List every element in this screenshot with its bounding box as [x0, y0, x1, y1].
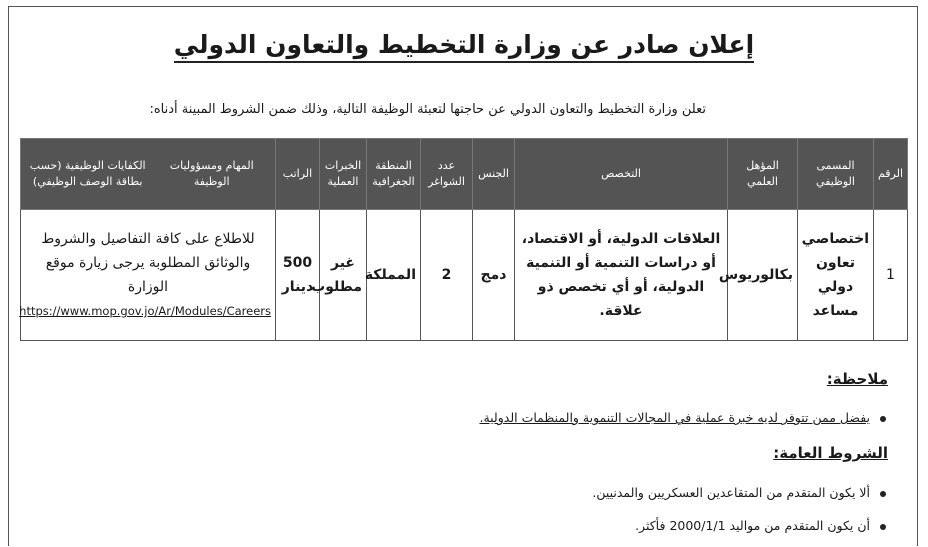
- cell-experience: غير مطلوب: [320, 210, 367, 341]
- condition-item-text: ألا يكون المتقدم من المتقاعدين العسكريين والمدنيين.: [592, 485, 870, 500]
- condition-item: [592, 485, 886, 500]
- condition-item: [635, 518, 886, 533]
- header-duties: المهام ومسؤوليات الوظيفة: [169, 159, 254, 188]
- note-item-text: يفضل ممن تتوفر لديه خبرة عملية في المجالات التنموية والمنظمات الدولية.: [479, 410, 870, 425]
- jobs-table: [20, 138, 908, 341]
- cell-duties: [21, 210, 276, 341]
- note-heading: ملاحظة:: [826, 370, 888, 388]
- table-header-row: [21, 139, 908, 210]
- table-row: [21, 210, 908, 341]
- cell-number: 1: [874, 210, 908, 341]
- note-item: [479, 410, 886, 425]
- duties-text: للاطلاع على كافة التفاصيل والشروط والوثائق المطلوبة يرجى زيارة موقع الوزارة: [41, 231, 255, 295]
- general-conditions-heading: الشروط العامة:: [773, 444, 888, 462]
- bullet-icon: [880, 491, 886, 497]
- cell-vacancies: 2: [421, 210, 473, 341]
- header-qualification: المؤهل العلمي: [728, 139, 798, 210]
- header-experience: الخبرات العملية: [320, 139, 367, 210]
- bullet-icon: [880, 524, 886, 530]
- header-competencies: الكفايات الوظيفية (حسب بطاقة الوصف الوظيفي): [29, 159, 146, 188]
- cell-region: المملكة: [367, 210, 421, 341]
- header-number: الرقم: [874, 139, 908, 210]
- intro-paragraph: تعلن وزارة التخطيط والتعاون الدولي عن حاجتها لتعبئة الوظيفة التالية، وذلك ضمن الشروط المبينة أدناه:: [149, 102, 706, 117]
- header-job-title: المسمى الوظيفي: [798, 139, 874, 210]
- cell-gender: دمج: [473, 210, 515, 341]
- condition-item-text: أن يكون المتقدم من مواليد 2000/1/1 فأكثر.: [635, 518, 870, 533]
- header-region: المنطقة الجغرافية: [367, 139, 421, 210]
- announcement-title: [0, 30, 928, 59]
- header-salary: الراتب: [276, 139, 320, 210]
- header-duties-competencies: [21, 139, 276, 210]
- bullet-icon: [880, 416, 886, 422]
- announcement-title-text: إعلان صادر عن وزارة التخطيط والتعاون الدولي: [174, 30, 754, 63]
- header-specialty: التخصص: [515, 139, 728, 210]
- header-gender: الجنس: [473, 139, 515, 210]
- header-vacancies: عدد الشواغر: [421, 139, 473, 210]
- careers-link[interactable]: https://www.mop.gov.jo/Ar/Modules/Careers: [19, 304, 271, 318]
- cell-job-title: اختصاصي تعاون دولي مساعد: [798, 210, 874, 341]
- cell-salary: 500 دينار: [276, 210, 320, 341]
- cell-specialty: العلاقات الدولية، أو الاقتصاد، أو دراسات التنمية أو التنمية الدولية، أو أي تخصص ذو علاقة.: [515, 210, 728, 341]
- cell-qualification: بكالوريوس: [728, 210, 798, 341]
